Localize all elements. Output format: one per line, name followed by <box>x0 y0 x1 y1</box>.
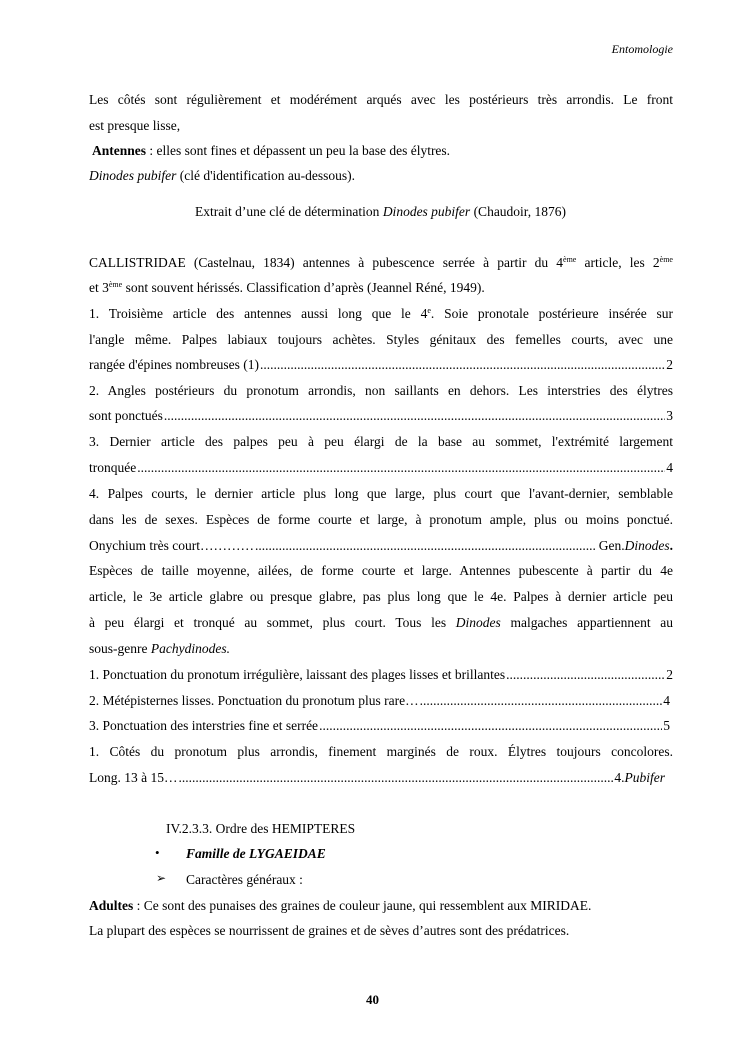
text: . Soie pronotale postérieure insérée sur <box>430 306 673 321</box>
leader-dots <box>319 717 662 734</box>
antennes-line <box>92 142 676 159</box>
adultes-line <box>89 897 673 914</box>
couplet-reference: 4 <box>663 693 670 708</box>
text: sont souvent hérissés. Classification d’après (Jeannel Réné, 1949). <box>122 280 485 295</box>
superscript: ème <box>659 255 673 264</box>
text: 1. Ponctuation du pronotum irrégulière, laissant des plages lisses et brillantes <box>89 667 506 682</box>
leader-dots <box>164 407 665 424</box>
page-number: 40 <box>366 992 379 1007</box>
text: 2. Métépisternes lisses. Ponctuation du pronotum plus rare… <box>89 693 419 708</box>
key-couplet-line <box>89 407 673 424</box>
key-couplet-line <box>89 717 670 734</box>
leader-dots <box>255 537 595 554</box>
running-header: Entomologie <box>611 42 673 56</box>
couplet-reference: 4 <box>666 460 673 475</box>
key-title-species: Dinodes pubifer <box>382 204 471 219</box>
couplet-reference: 4. <box>614 770 625 785</box>
leader-dots <box>179 769 614 786</box>
key-couplet-line <box>89 305 673 322</box>
intro-line: est presque lisse, <box>89 118 181 133</box>
key-couplet-line <box>89 692 670 709</box>
genus-name: Dinodes <box>624 538 670 553</box>
species-name: Pubifer <box>624 770 665 785</box>
species-desc-line <box>89 640 673 657</box>
leader-dots <box>506 666 665 683</box>
key-couplet-line: l'angle même. Palpes labiaux toujours achètes. Styles génitaux des femelles courts, avec une <box>89 332 673 347</box>
key-couplet-line: 2. Angles postérieurs du pronotum arrondis, non saillants en dehors. Les interstries des élytres <box>89 383 673 398</box>
couplet-reference: 3 <box>666 408 673 423</box>
genus-name: Dinodes <box>455 615 501 630</box>
text: article, les 2 <box>576 255 660 270</box>
text: rangée d'épines nombreuses (1) <box>89 357 259 372</box>
subsection-heading: Caractères généraux : <box>186 872 303 887</box>
couplet-reference: 2 <box>666 357 673 372</box>
paragraph-line: La plupart des espèces se nourrissent de graines et de sèves d’autres sont des prédatrices. <box>89 923 570 938</box>
couplet-reference: 5 <box>663 718 670 733</box>
callistridae-line <box>89 254 673 271</box>
key-couplet-line: 1. Côtés du pronotum plus arrondis, finement marginés de roux. Élytres toujours concolores. <box>89 744 673 759</box>
key-title <box>195 203 655 220</box>
species-note: (clé d'identification au-dessous). <box>176 168 355 183</box>
text: 3. Ponctuation des interstries fine et serrée <box>89 718 319 733</box>
family-name: Famille de LYGAEIDAE <box>186 846 326 861</box>
callistridae-line <box>89 279 673 296</box>
key-couplet-line: 4. Palpes courts, le dernier article plus long que large, plus court que l'avant-dernier, semblable <box>89 486 673 501</box>
species-desc-line: article, le 3e article glabre ou presque glabre, pas plus long que le 4e. Palpes à dernier article peu <box>89 589 673 604</box>
genus-label: Gen. <box>598 538 625 553</box>
species-desc-line <box>89 614 673 631</box>
antennes-label: Antennes <box>92 143 147 158</box>
text: et 3 <box>89 280 109 295</box>
key-couplet-line: dans les de sexes. Espèces de forme courte et large, à pronotum ample, plus ou moins ponctué. <box>89 512 673 527</box>
text: sous-genre <box>89 641 151 656</box>
leader-dots <box>137 459 665 476</box>
text: Onychium très court………… <box>89 538 254 553</box>
subgenus-name: Pachydinodes. <box>150 641 230 656</box>
key-couplet-line <box>89 459 673 476</box>
superscript: ème <box>108 280 123 289</box>
section-heading: IV.2.3.3. Ordre des HEMIPTERES <box>166 821 356 836</box>
family-heading <box>186 845 586 862</box>
text: malgaches appartiennent au <box>500 615 673 630</box>
text: . <box>669 538 673 553</box>
superscript: ème <box>563 255 577 264</box>
key-title-suffix: (Chaudoir, 1876) <box>470 204 567 219</box>
text: : Ce sont des punaises des graines de couleur jaune, qui ressemblent aux MIRIDAE. <box>133 898 592 913</box>
text: CALLISTRIDAE (Castelnau, 1834) antennes à pubescence serrée à partir du 4 <box>89 255 564 270</box>
couplet-reference: 2 <box>666 667 673 682</box>
species-line <box>89 167 673 184</box>
antennes-text: : elles sont fines et dépassent un peu la base des élytres. <box>146 143 451 158</box>
key-couplet-line: 3. Dernier article des palpes peu à peu élargi de la base au sommet, l'extrémité largement <box>89 434 673 449</box>
key-couplet-line <box>89 537 673 554</box>
text: Long. 13 à 15… <box>89 770 178 785</box>
text: sont ponctués <box>89 408 163 423</box>
intro-line: Les côtés sont régulièrement et modérément arqués avec les postérieurs très arrondis. Le front <box>89 92 673 107</box>
key-couplet-line <box>89 666 673 683</box>
superscript: e <box>427 306 431 315</box>
arrow-bullet-icon: ➢ <box>156 871 167 885</box>
key-couplet-line <box>89 769 665 786</box>
leader-dots <box>260 356 665 373</box>
species-desc-line: Espèces de taille moyenne, ailées, de forme courte et large. Antennes pubescente à partir du 4e <box>89 563 673 578</box>
species-name: Dinodes pubifer <box>89 168 177 183</box>
text: 1. Troisième article des antennes aussi long que le 4 <box>89 306 428 321</box>
adultes-label: Adultes <box>89 898 134 913</box>
key-title-prefix: Extrait d’une clé de détermination <box>195 204 383 219</box>
text: à peu élargi et tronqué au sommet, plus court. Tous les <box>89 615 456 630</box>
key-couplet-line <box>89 356 673 373</box>
bullet-icon: • <box>155 845 160 860</box>
text: tronquée <box>89 460 137 475</box>
leader-dots <box>420 692 663 709</box>
